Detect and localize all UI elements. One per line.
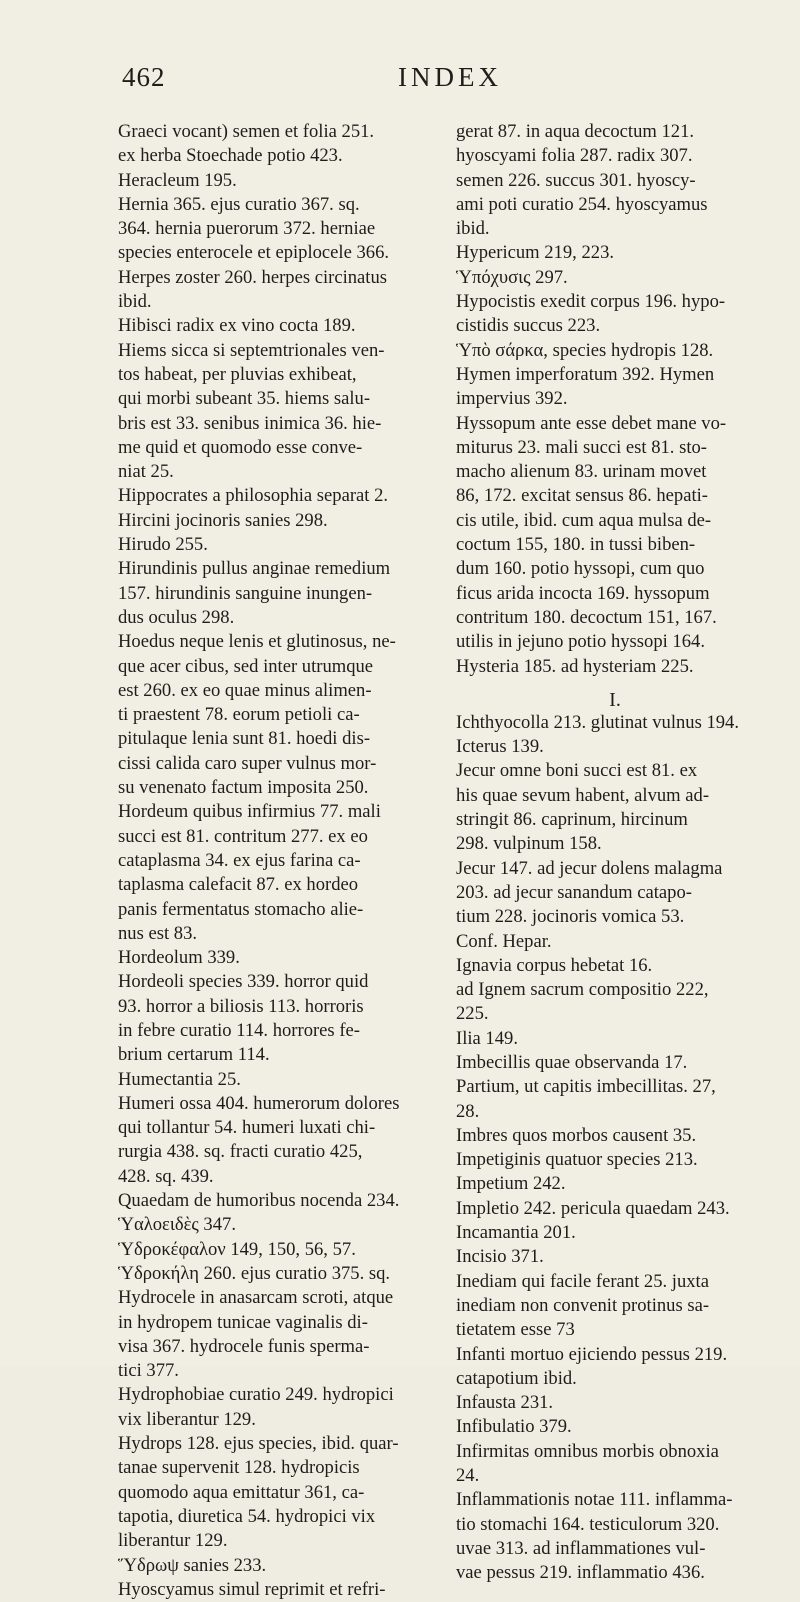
index-entry <box>456 1270 774 1343</box>
entry-line: Imbres quos morbos causent 35. <box>456 1124 697 1146</box>
entry-line: inediam non convenit protinus sa- <box>456 1294 710 1316</box>
entry-line: Infanti mortuo ejiciendo pessus 219. <box>456 1343 728 1365</box>
index-entry <box>118 946 436 970</box>
entry-line: vae pessus 219. inflammatio 436. <box>456 1562 705 1584</box>
entry-line: cataplasma 34. ex ejus farina ca- <box>118 849 361 871</box>
entry-line: Ilia 149. <box>456 1027 518 1049</box>
entry-line: brium certarum 114. <box>118 1044 270 1066</box>
index-entry <box>456 1440 774 1489</box>
index-entry <box>456 1488 774 1585</box>
index-entry <box>456 1221 774 1245</box>
entry-line: nus est 83. <box>118 922 198 944</box>
entry-line: Graeci vocant) semen et folia 251. <box>118 121 375 142</box>
entry-line: tos habeat, per pluvias exhibeat, <box>118 363 357 385</box>
entry-line: Humeri ossa 404. humerorum dolores <box>118 1092 400 1114</box>
entry-line: Hircini jocinoris sanies 298. <box>118 509 328 531</box>
entry-line: cissi calida caro super vulnus mor- <box>118 752 377 774</box>
entry-line: Infirmitas omnibus morbis obnoxia <box>456 1440 719 1462</box>
entry-line: vix liberantur 129. <box>118 1408 256 1430</box>
entry-line: me quid et quomodo esse conve- <box>118 436 363 458</box>
entry-line: Impletio 242. pericula quaedam 243. <box>456 1197 730 1219</box>
entry-line: contritum 180. decoctum 151, 167. <box>456 606 717 628</box>
entry-line: succi est 81. contritum 277. ex eo <box>118 825 368 847</box>
entry-line: quomodo aqua emittatur 361, ca- <box>118 1481 365 1503</box>
index-entry <box>456 412 774 655</box>
entry-line: tio stomachi 164. testiculorum 320. <box>456 1513 720 1535</box>
entry-line: tici 377. <box>118 1360 179 1382</box>
entry-line: Hordeum quibus infirmius 77. mali <box>118 801 381 823</box>
entry-line: Incisio 371. <box>456 1246 544 1268</box>
entry-line: Impetium 242. <box>456 1173 566 1195</box>
entry-line: Infibulatio 379. <box>456 1416 572 1438</box>
index-entry <box>118 1578 436 1602</box>
entry-line: 157. hirundinis sanguine inungen- <box>118 582 373 604</box>
entry-line: impervius 392. <box>456 388 568 410</box>
entry-line: dum 160. potio hyssopi, cum quo <box>456 558 705 580</box>
entry-line: dus oculus 298. <box>118 606 235 628</box>
entry-line: Hordeolum 339. <box>118 947 240 969</box>
entry-line: Hydrops 128. ejus species, ibid. quar- <box>118 1433 399 1455</box>
entry-line: gerat 87. in aqua decoctum 121. <box>456 121 695 142</box>
entry-line: taplasma calefacit 87. ex hordeo <box>118 874 359 896</box>
index-entry <box>118 533 436 557</box>
index-entry <box>118 484 436 508</box>
entry-line: Hoedus neque lenis et glutinosus, ne- <box>118 631 396 653</box>
index-entry <box>118 1554 436 1578</box>
entry-line: catapotium ibid. <box>456 1367 577 1389</box>
index-entry <box>118 1286 436 1383</box>
entry-line: cis utile, ibid. cum aqua mulsa de- <box>456 509 712 531</box>
index-entry <box>456 1391 774 1415</box>
index-entry <box>456 1051 774 1075</box>
index-entry <box>456 1245 774 1269</box>
entry-line: Hymen imperforatum 392. Hymen <box>456 363 715 385</box>
index-entry <box>118 339 436 485</box>
i-entries <box>456 711 774 1586</box>
entry-line: Hydrocele in anasarcam scroti, atque <box>118 1287 394 1309</box>
index-entry <box>118 1238 436 1262</box>
entry-line: Ὑπὸ σάρκα, species hydropis 128. <box>456 339 714 361</box>
entry-line: est 260. ex eo quae minus alimen- <box>118 679 372 701</box>
entry-line: 364. hernia puerorum 372. herniae <box>118 218 376 240</box>
entry-line: niat 25. <box>118 461 174 483</box>
entry-line: 203. ad jecur sanandum catapo- <box>456 881 692 903</box>
index-entry <box>118 1068 436 1092</box>
entry-line: macho alienum 83. urinam movet <box>456 461 707 483</box>
entry-line: ad Ignem sacrum compositio 222, <box>456 979 709 1001</box>
entry-line: 298. vulpinum 158. <box>456 833 602 855</box>
entry-line: Conf. Hepar. <box>456 930 552 952</box>
entry-line: coctum 155, 180. in tussi biben- <box>456 534 696 556</box>
entry-line: ibid. <box>118 291 152 313</box>
entry-line: cistidis succus 223. <box>456 315 601 337</box>
entry-line: Hydrophobiae curatio 249. hydropici <box>118 1384 394 1406</box>
entry-line: species enterocele et epiplocele 366. <box>118 242 390 264</box>
h-entries-continued <box>456 120 774 679</box>
index-entry <box>456 735 774 759</box>
entry-line: 28. <box>456 1100 480 1122</box>
entry-line: in hydropem tunicae vaginalis di- <box>118 1311 368 1333</box>
index-entry <box>118 266 436 315</box>
index-entry <box>118 630 436 800</box>
entry-line: tietatem esse 73 <box>456 1319 575 1341</box>
entry-line: Hirudo 255. <box>118 534 208 556</box>
index-entry <box>456 978 774 1027</box>
index-entry <box>456 241 774 265</box>
entry-line: Hypocistis exedit corpus 196. hypo- <box>456 291 726 313</box>
entry-line: Ὑπόχυσις 297. <box>456 266 568 288</box>
entry-line: Impetiginis quatuor species 213. <box>456 1149 698 1171</box>
entry-line: Ὑδροκήλη 260. ejus curatio 375. sq. <box>118 1262 391 1284</box>
entry-line: Ὕδρωψ sanies 233. <box>118 1554 267 1576</box>
entry-line: Quaedam de humoribus nocenda 234. <box>118 1190 400 1212</box>
index-entry <box>118 1383 436 1432</box>
entry-line: qui morbi subeant 35. hiems salu- <box>118 388 371 410</box>
entry-line: Incamantia 201. <box>456 1222 576 1244</box>
entry-line: Hibisci radix ex vino cocta 189. <box>118 315 356 337</box>
entry-line: ami poti curatio 254. hyoscyamus <box>456 193 708 215</box>
entry-line: his quae sevum habent, alvum ad- <box>456 784 710 806</box>
running-head: INDEX <box>398 62 502 92</box>
index-entry <box>118 169 436 193</box>
index-entry <box>118 1213 436 1237</box>
entry-line: 428. sq. 439. <box>118 1165 214 1187</box>
index-entry <box>456 759 774 856</box>
entry-line: Imbecillis quae observanda 17. <box>456 1051 688 1073</box>
index-entry <box>118 509 436 533</box>
index-entry <box>118 1092 436 1189</box>
entry-line: ibid. <box>456 218 490 240</box>
entry-line: Infausta 231. <box>456 1392 554 1414</box>
index-entry <box>118 800 436 946</box>
page-number: 462 <box>122 62 166 92</box>
index-entry <box>456 1415 774 1439</box>
index-entry <box>118 314 436 338</box>
entry-line: Hirundinis pullus anginae remedium <box>118 558 391 580</box>
entry-line: stringit 86. caprinum, hircinum <box>456 809 688 831</box>
entry-line: Partium, ut capitis imbecillitas. 27, <box>456 1076 716 1098</box>
entry-line: tanae supervenit 128. hydropicis <box>118 1457 360 1479</box>
entry-line: semen 226. succus 301. hyoscy- <box>456 169 696 191</box>
index-entry <box>456 1027 774 1051</box>
index-entry <box>456 954 774 978</box>
index-entry <box>456 1197 774 1221</box>
page-header <box>122 62 722 102</box>
section-letter-i: I. <box>609 688 621 711</box>
entry-line: panis fermentatus stomacho alie- <box>118 898 364 920</box>
entry-line: Jecur omne boni succi est 81. ex <box>456 760 698 782</box>
entry-line: visa 367. hydrocele funis sperma- <box>118 1335 370 1357</box>
entry-line: que acer cibus, sed inter utrumque <box>118 655 374 677</box>
index-entry <box>456 290 774 339</box>
entry-line: liberantur 129. <box>118 1530 228 1552</box>
entry-line: tapotia, diuretica 54. hydropici vix <box>118 1505 376 1527</box>
index-entry <box>456 363 774 412</box>
entry-line: Hyoscyamus simul reprimit et refri- <box>118 1578 386 1600</box>
index-entry <box>118 193 436 266</box>
entry-line: Hypericum 219, 223. <box>456 242 615 264</box>
left-column <box>118 120 436 1602</box>
index-entry <box>456 857 774 954</box>
index-entry <box>456 655 774 679</box>
entry-line: 93. horror a biliosis 113. horroris <box>118 995 364 1017</box>
index-entry <box>456 266 774 290</box>
entry-line: Hyssopum ante esse debet mane vo- <box>456 412 727 434</box>
index-entry <box>456 1148 774 1172</box>
index-entry <box>118 1262 436 1286</box>
index-entry <box>456 1075 774 1124</box>
entry-line: ex herba Stoechade potio 423. <box>118 145 343 167</box>
entry-line: Inediam qui facile ferant 25. juxta <box>456 1270 709 1292</box>
entry-line: 24. <box>456 1465 480 1487</box>
entry-line: 225. <box>456 1003 489 1025</box>
entry-line: pitulaque lenia sunt 81. hoedi dis- <box>118 728 371 750</box>
index-entry <box>456 120 774 241</box>
entry-line: uvae 313. ad inflammationes vul- <box>456 1537 706 1559</box>
entry-line: Ignavia corpus hebetat 16. <box>456 954 653 976</box>
index-entry <box>456 1124 774 1148</box>
entry-line: Ὑδροκέφαλον 149, 150, 56, 57. <box>118 1238 356 1260</box>
entry-line: Hippocrates a philosophia separat 2. <box>118 485 389 507</box>
entry-line: qui tollantur 54. humeri luxati chi- <box>118 1117 376 1139</box>
entry-line: in febre curatio 114. horrores fe- <box>118 1019 360 1041</box>
index-entry <box>456 1172 774 1196</box>
entry-line: Heracleum 195. <box>118 169 237 191</box>
entry-line: Jecur 147. ad jecur dolens malagma <box>456 857 723 879</box>
index-entry <box>118 1432 436 1553</box>
entry-line: Inflammationis notae 111. inflamma- <box>456 1489 733 1511</box>
entry-line: Ὑαλοειδὲς 347. <box>118 1214 236 1236</box>
index-entry <box>456 711 774 735</box>
entry-line: 86, 172. excitat sensus 86. hepati- <box>456 485 708 507</box>
entry-line: Herpes zoster 260. herpes circinatus <box>118 266 387 288</box>
entry-line: utilis in jejuno potio hyssopi 164. <box>456 631 705 653</box>
index-entry <box>118 120 436 169</box>
entry-line: Ichthyocolla 213. glutinat vulnus 194. <box>456 711 740 733</box>
entry-line: Hysteria 185. ad hysteriam 225. <box>456 655 694 677</box>
entry-line: rurgia 438. sq. fracti curatio 425, <box>118 1141 363 1163</box>
entry-line: Hernia 365. ejus curatio 367. sq. <box>118 193 360 215</box>
entry-line: Hordeoli species 339. horror quid <box>118 971 369 993</box>
entry-line: miturus 23. mali succi est 81. sto- <box>456 436 707 458</box>
entry-line: ficus arida incocta 169. hyssopum <box>456 582 710 604</box>
entry-line: Icterus 139. <box>456 736 544 758</box>
entry-line: Hiems sicca si septemtrionales ven- <box>118 339 385 361</box>
entry-line: bris est 33. senibus inimica 36. hie- <box>118 412 382 434</box>
entry-line: su venenato factum imposita 250. <box>118 777 369 799</box>
index-entry <box>118 1189 436 1213</box>
entry-line: hyoscyami folia 287. radix 307. <box>456 145 693 167</box>
entry-line: Humectantia 25. <box>118 1068 241 1090</box>
index-entry <box>118 557 436 630</box>
index-entry <box>118 970 436 1067</box>
index-entry <box>456 1343 774 1392</box>
entry-line: ti praestent 78. eorum petioli ca- <box>118 704 360 726</box>
index-entry <box>456 339 774 363</box>
entry-line: tium 228. jocinoris vomica 53. <box>456 906 685 928</box>
